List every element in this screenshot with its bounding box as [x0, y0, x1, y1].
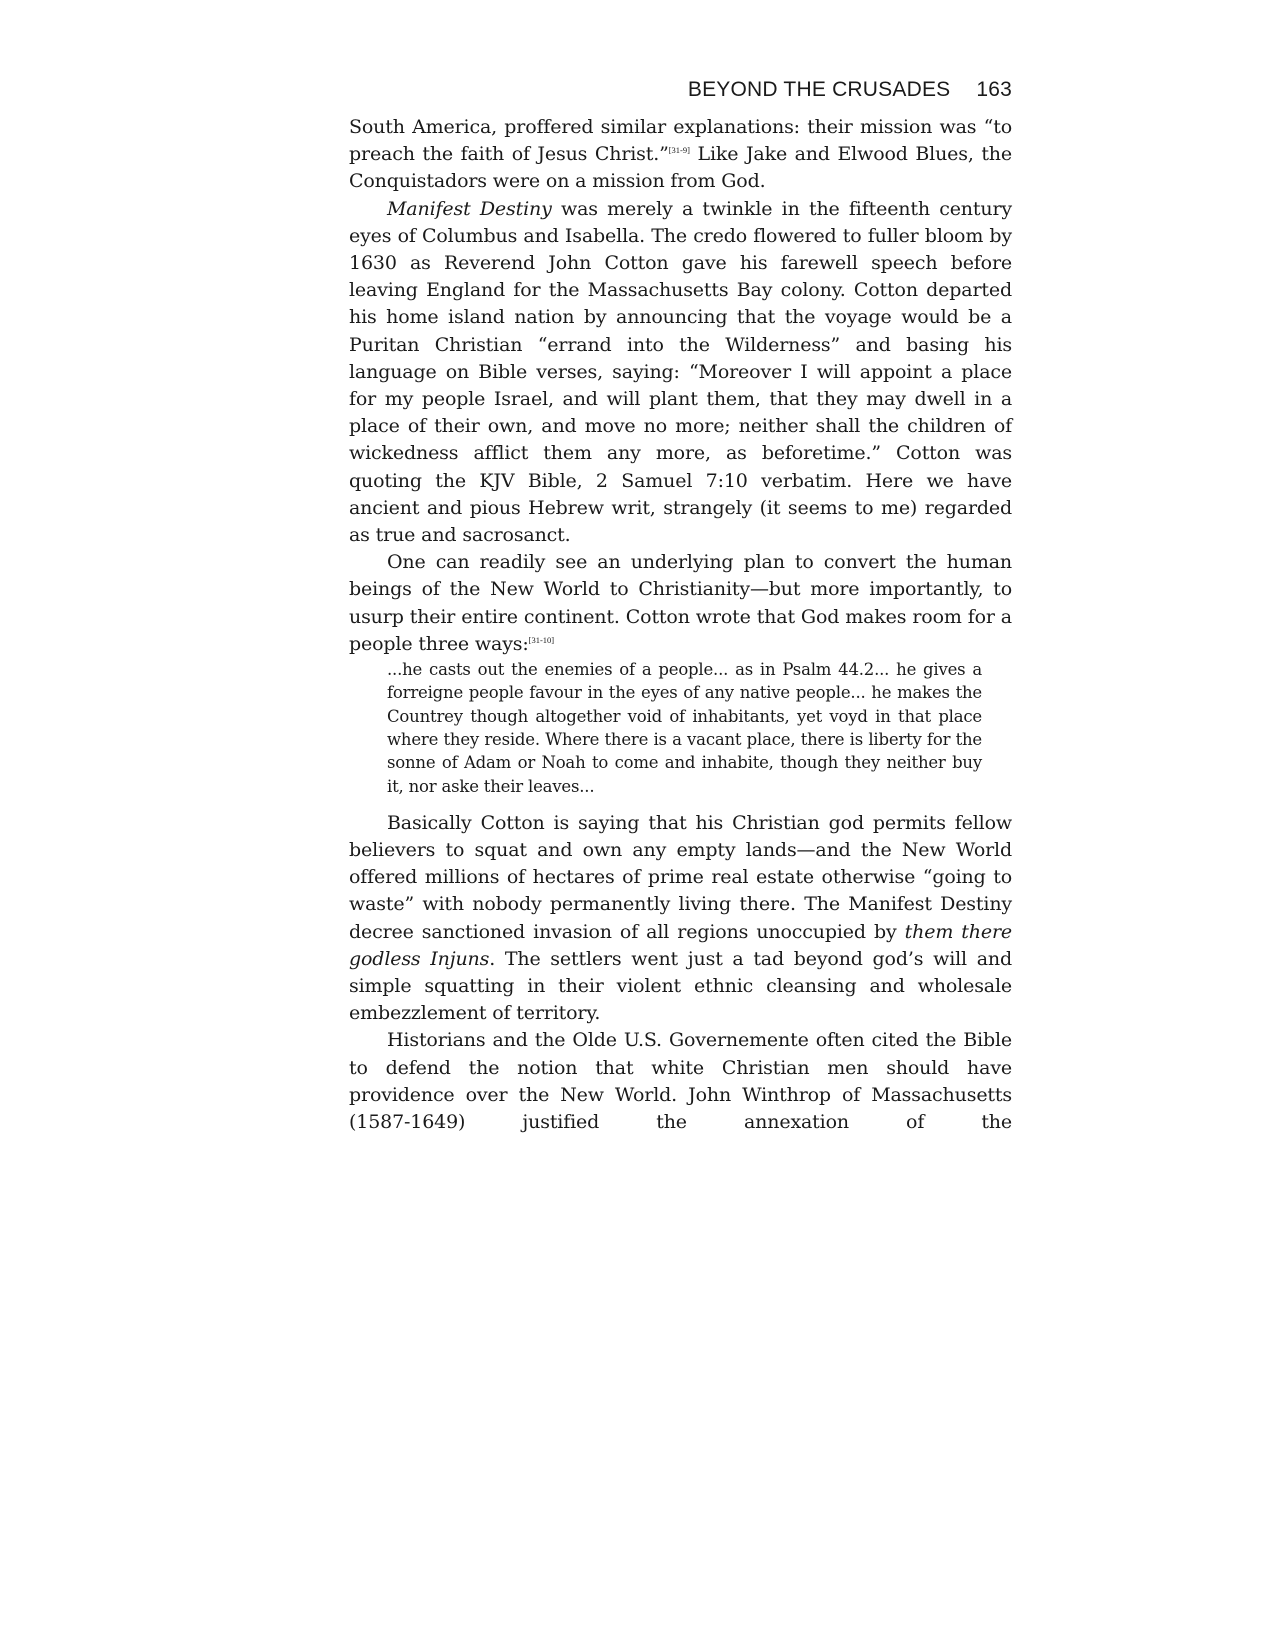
footnote-marker: [31-10]: [528, 634, 555, 645]
paragraph-1: [349, 114, 1012, 196]
paragraph-text: Historians and the Olde U.S. Governemente often cited the Bible to defend the notion that white Christian men should have providence over the New World. John Winthrop of Massachusetts (1587-1649) justified the annexation of the: [349, 1029, 1012, 1134]
page-number: 163: [976, 78, 1012, 101]
paragraph-3: [349, 549, 1012, 658]
paragraph-text: . The settlers went just a tad beyond god’s will and simple squatting in their violent ethnic cleansing and wholesale embezzlement of territory.: [349, 947, 1012, 1025]
paragraph-text: One can readily see an underlying plan to convert the human beings of the New World to Christianity—but more importantly, to usurp their entire continent. Cotton wrote that God makes room for a people three ways:: [349, 551, 1012, 655]
italic-phrase: them there godless Injuns: [349, 920, 1012, 970]
footnote-marker: [31-9]: [668, 145, 690, 156]
running-title: BEYOND THE CRUSADES: [687, 78, 951, 101]
quote-text: ...he casts out the enemies of a people... as in Psalm 44.2... he gives a forreigne people favour in the eyes of any native people... he makes the Countrey though altogether void of inhabitants, yet voyd in that place where they reside. Where there is a vacant place, there is liberty for the sonne of Adam or Noah to come and inhabite, though they neither buy it, nor aske their leaves...: [387, 660, 982, 796]
paragraph-text: was merely a twinkle in the fifteenth century eyes of Columbus and Isabella. The credo flowered to fuller bloom by 1630 as Reverend John Cotton gave his farewell speech before leaving England for the Massachusetts Bay colony. Cotton departed his home island nation by announcing that the voyage would be a Puritan Christian “errand into the Wilderness” and basing his language on Bible verses, saying: “Moreover I will appoint a place for my people Israel, and will plant them, that they may dwell in a place of their own, and move no more; neither shall the children of wickedness afflict them any more, as beforetime.” Cotton was quoting the KJV Bible, 2 Samuel 7:10 verbatim. Here we have ancient and pious Hebrew writ, strangely (it seems to me) regarded as true and sacrosanct.: [349, 197, 1012, 547]
paragraph-5: [349, 1027, 1012, 1136]
italic-term: Manifest Destiny: [387, 197, 552, 220]
paragraph-text: South America, proffered similar explanations: their mission was “to preach the faith of Jesus Christ.”: [349, 116, 1012, 166]
paragraph-4: [349, 810, 1012, 1028]
paragraph-text: Like Jake and Elwood Blues, the Conquistadors were on a mission from God.: [349, 143, 1012, 193]
book-page: [349, 70, 1012, 1136]
running-header: [349, 70, 1012, 110]
block-quote: [387, 658, 982, 798]
paragraph-text: Basically Cotton is saying that his Christian god permits fellow believers to squat and own any empty lands—and the New World offered millions of hectares of prime real estate otherwise “going to waste” with nobody permanently living there. The Manifest Destiny decree sanctioned invasion of all regions unoccupied by: [349, 811, 1012, 943]
body-text: [349, 114, 1012, 1136]
paragraph-2: [349, 196, 1012, 550]
